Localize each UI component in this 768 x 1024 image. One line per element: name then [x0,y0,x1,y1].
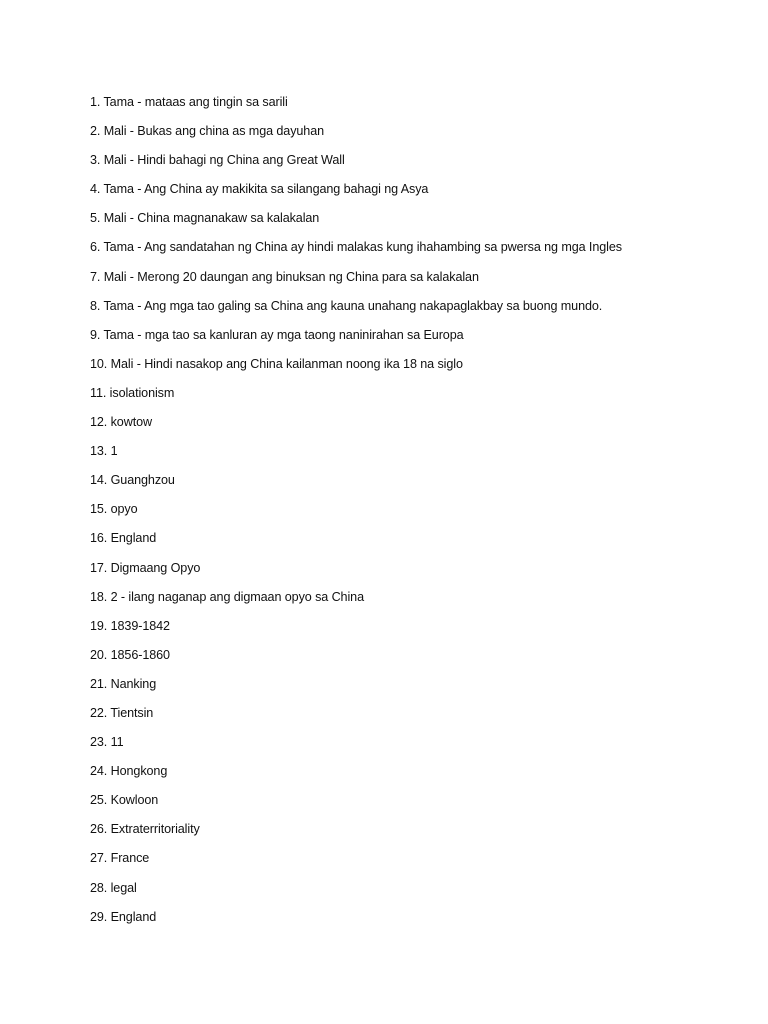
answer-item: 8. Tama - Ang mga tao galing sa China ang kauna unahang nakapaglakbay sa buong mundo. [90,298,603,313]
answer-item: 12. kowtow [90,415,152,430]
answer-list [90,92,750,936]
answer-item: 25. Kowloon [90,793,159,808]
answer-item: 18. 2 - ilang naganap ang digmaan opyo sa China [90,589,364,604]
answer-item: 27. France [90,851,150,866]
answer-item: 22. Tientsin [90,705,154,720]
answer-item: 28. legal [90,880,137,895]
answer-item: 14. Guanghzou [90,473,175,488]
answer-item: 20. 1856-1860 [90,647,170,662]
answer-item: 29. England [90,909,157,924]
answer-item: 3. Mali - Hindi bahagi ng China ang Great Wall [90,153,345,168]
answer-item: 13. 1 [90,444,118,459]
answer-item: 10. Mali - Hindi nasakop ang China kailanman noong ika 18 na siglo [90,356,463,371]
answer-item: 2. Mali - Bukas ang china as mga dayuhan [90,124,325,139]
answer-item: 24. Hongkong [90,764,168,779]
answer-item: 17. Digmaang Opyo [90,560,201,575]
answer-item: 1. Tama - mataas ang tingin sa sarili [90,95,288,109]
answer-item: 21. Nanking [90,676,157,691]
answer-item: 23. 11 [90,735,124,750]
answer-item: 7. Mali - Merong 20 daungan ang binuksan ng China para sa kalakalan [90,269,479,284]
answer-item: 9. Tama - mga tao sa kanluran ay mga taong naninirahan sa Europa [90,327,464,342]
answer-item: 19. 1839-1842 [90,618,170,633]
answer-item: 6. Tama - Ang sandatahan ng China ay hindi malakas kung ihahambing sa pwersa ng mga Ingles [90,240,622,255]
answer-item: 15. opyo [90,502,138,517]
answer-item: 16. England [90,531,157,546]
answer-item: 11. isolationism [90,385,175,400]
answer-item: 4. Tama - Ang China ay makikita sa silangang bahagi ng Asya [90,182,429,197]
answer-item: 26. Extraterritoriality [90,822,200,837]
answer-item: 5. Mali - China magnanakaw sa kalakalan [90,211,320,226]
